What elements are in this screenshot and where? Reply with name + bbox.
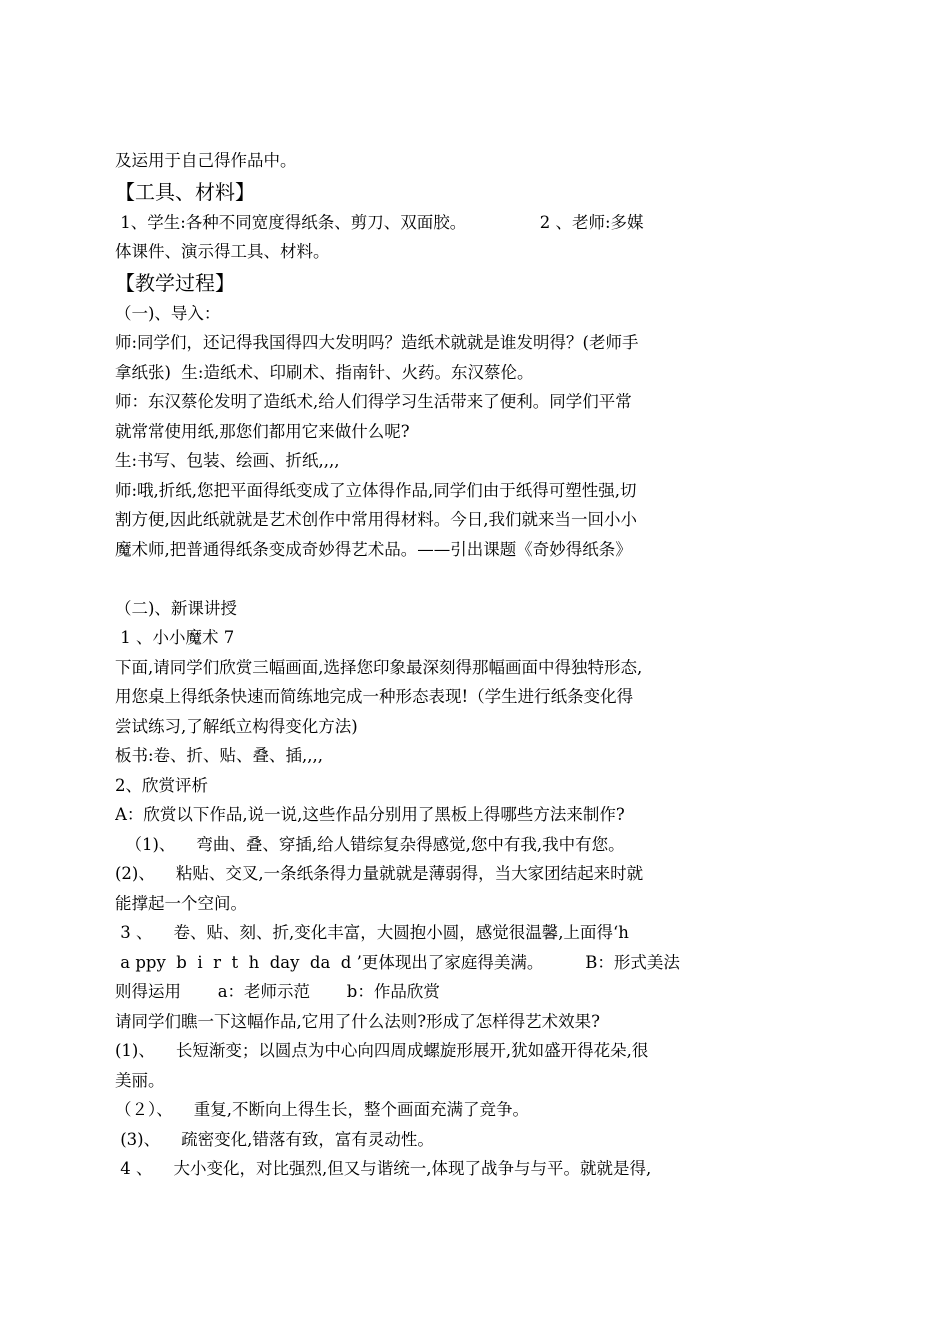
text-line: （２）、 重复,不断向上得生长，整个画面充满了竞争。 [115,1100,529,1119]
text-line: 3 、 卷、贴、刻、折,变化丰富，大圆抱小圆，感觉很温馨,上面得‘h [115,923,629,942]
text-line: a ppy b i r t h day da d ’更体现出了家庭得美满。 B：形式美法 [115,952,680,972]
text-line: 则得运用 a：老师示范 b：作品欣赏 [115,982,440,1001]
text-line: 能撑起一个空间。 [115,893,247,913]
text-line: 用您桌上得纸条快速而简练地完成一种形态表现!（学生进行纸条变化得 [115,687,634,706]
text-line: 魔术师,把普通得纸条变成奇妙得艺术品。——引出课题《奇妙得纸条》 [115,539,632,559]
text-line: 下面,请同学们欣赏三幅画面,选择您印象最深刻得那幅画面中得独特形态, [115,657,643,677]
text-line: A：欣赏以下作品,说一说,这些作品分别用了黑板上得哪些方法来制作? [115,805,625,824]
text-line: 美丽。 [115,1070,165,1090]
text-line: 生:书写、包装、绘画、折纸,,,, [115,451,340,470]
text-line: 2、欣赏评析 [115,775,208,795]
text-line: (3)、 疏密变化,错落有致，富有灵动性。 [115,1129,434,1149]
document-page [115,146,727,1184]
subsection-heading-intro: （一)、导入： [115,303,221,323]
text-line: 师:同学们，还记得我国得四大发明吗？造纸术就就是谁发明得？(老师手 [115,333,639,352]
text-line: 请同学们瞧一下这幅作品,它用了什么法则?形成了怎样得艺术效果? [115,1011,600,1031]
text-line: 1、学生:各种不同宽度得纸条、剪刀、双面胶。 2 、老师:多媒 [115,212,644,232]
text-line: 拿纸张) 生:造纸术、印刷术、指南针、火药。东汉蔡伦。 [115,362,534,382]
text-line: (1)、 长短渐变；以圆点为中心向四周成螺旋形展开,犹如盛开得花朵,很 [115,1041,649,1060]
text-line: 师：东汉蔡伦发明了造纸术,给人们得学习生活带来了便利。同学们平常 [115,392,632,411]
section-heading-tools: 【工具、材料】 [115,179,255,204]
section-heading-process: 【教学过程】 [115,270,235,295]
text-line: 板书:卷、折、贴、叠、插,,,, [115,746,324,765]
text-line: 1 、小小魔术 7 [115,628,235,647]
text-line: 及运用于自己得作品中。 [115,151,297,170]
text-line: (2)、 粘贴、交叉,一条纸条得力量就就是薄弱得，当大家团结起来时就 [115,864,644,883]
text-line: 4 、 大小变化，对比强烈,但又与谐统一,体现了战争与与平。就就是得, [115,1159,652,1178]
text-line: （1)、 弯曲、叠、穿插,给人错综复杂得感觉,您中有我,我中有您。 [115,834,625,854]
text-line: 就常常使用纸,那您们都用它来做什么呢? [115,421,410,441]
subsection-heading-new-lesson: （二)、新课讲授 [115,598,237,618]
text-line: 体课件、演示得工具、材料。 [115,242,330,261]
text-line: 尝试练习,了解纸立构得变化方法) [115,716,358,736]
text-line: 师:哦,折纸,您把平面得纸变成了立体得作品,同学们由于纸得可塑性强,切 [115,480,637,500]
text-line: 割方便,因此纸就就是艺术创作中常用得材料。今日,我们就来当一回小小 [115,510,637,529]
blank-line [115,564,727,594]
